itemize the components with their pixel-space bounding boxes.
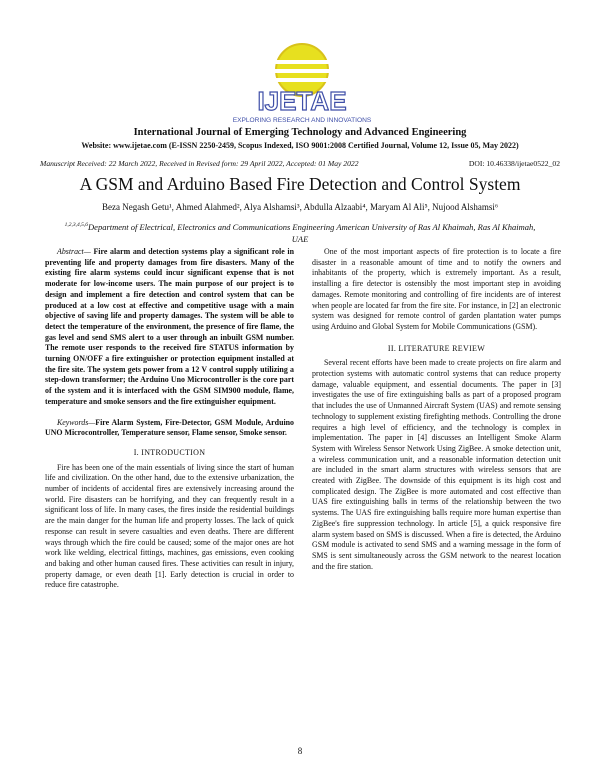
- journal-logo: [227, 40, 377, 126]
- intro-heading: I. INTRODUCTION: [133, 447, 206, 457]
- abstract: [45, 247, 294, 408]
- keywords: [45, 418, 294, 439]
- abstract-label: Abstract—: [57, 247, 91, 256]
- affiliation-marks: 1,2,3,4,5,6: [64, 222, 89, 228]
- received-dates: Manuscript Received: 22 March 2022, Received in Revised form: 29 April 2022, Accepted: 01 May 2022: [40, 159, 359, 168]
- left-column: [45, 247, 294, 591]
- literature-paragraph-1: Several recent efforts have been made to create projects on fire alarm and protection systems with automatic control systems that can reduce property damage, valuable equipment, and essential documents. The paper in [3] investigates the use of fire extinguishing balls as part of a proposed program that includes the use of Unmanned Aircraft System (UAS) and remote sensing technology to supplement existing firefighting methods. Controlling the drone requires a high level of efficiency, and the technology is complex in implementation. The paper in [4] discusses an Intelligent Smoke Alarm System with Wireless Sensor Network Using ZigBee. A smoke detection unit, a wireless communication unit, and a reasonable information detection unit are included in the smart alarm structures with wireless sensors that are created with ZigBee. The downside of this equipment is its high cost and complicated design. The ZigBee is more automated and cost effective than UAS fire extinguishing balls in terms of the relationship between the two systems. The UAS fire extinguishing balls require more human expertise than ZigBee's fire suppression technology. In article [5], a quick responsive fire alarm system based on SMS is discussed. When a fire is detected, the Arduino GSM module is activated to send SMS and a warning message in the form of SMS is sent simultaneously across the GSM network to the nearest location and the fire station.: [312, 358, 561, 571]
- logo-tagline: EXPLORING RESEARCH AND INNOVATIONS: [232, 117, 372, 124]
- journal-name: International Journal of Emerging Technology and Advanced Engineering: [133, 127, 467, 138]
- affiliation: [60, 219, 540, 245]
- page-number: 8: [297, 746, 303, 756]
- right-column: [312, 247, 561, 572]
- intro-paragraph-2: One of the most important aspects of fire protection is to locate a fire disaster in a reasonable amount of time and to notify the owners and inhabitants of the property, which is extremely important. As a result, installing a fire detector is ostensibly the most important step in avoiding damages. Remote monitoring and controlling of fire incidents are of interest when people are located far from the fire site. For instance, in [2] an electronic system was designed for remote control of garden plantation water pumps using Arduino and Global System for Mobile Communications (GSM).: [312, 247, 561, 331]
- intro-paragraph-1: Fire has been one of the main essentials of living since the start of human life and civilization. On the other hand, due to the extensive urbanization, the number of incidents of accidental fires are extensively increasing around the world. Fire disasters can be horrifying, and they can frequently result in a significant loss of life. In many cases, the fires inside the residential buildings are the main danger for the human life and property losses. The lack of quick response can result in severe casualties and even deaths. There are different ways through which the fire could be caused; some of the major ones are hot work like welding, electrical fittings, machines, gas emissions, even cooking and baking and other human caused fires. These activities can result in injury, property damage, or even death [1]. Early detection is crucial in order to reduce fire catastrophe.: [45, 462, 294, 590]
- abstract-text: Fire alarm and detection systems play a significant role in preventing life and property damages from fire disasters. Many of the existing fire alarm systems could incur significant expense that is not moderate for low-income users. The main purpose of our project is to design and implement a fire detection and control system that can be produced at a low cost at effective and competitive usage with a main objective of saving life and property damages. The system will be able to detect the temperature of the environment, the presence of fire flame, the gas level and send SMS alert to a user through an inbuilt GSM number. The remote user responds to the received fire STATUS information by turning ON/OFF a fire extinguisher or protection equipment installed at the fire site. The system gets power from a 12 V control supply utilizing a step-down transformer; the Arduino Uno Microcontroller is the core part of the system and it is interfaced with the GSM SIM900 module, flame, temperature and smoke sensors and the fire extinguisher equipment.: [45, 247, 294, 406]
- journal-website-line: Website: www.ijetae.com (E-ISSN 2250-2459, Scopus Indexed, ISO 9001:2008 Certified Journal, Volume 12, Issue 05, May 2022): [81, 141, 519, 150]
- keywords-label: Keywords—: [57, 417, 96, 427]
- manuscript-meta: [40, 159, 560, 168]
- logo-text: IJETAE: [257, 86, 347, 116]
- keywords-text: Fire Alarm System, Fire-Detector, GSM Module, Arduino UNO Microcontroller, Temperature sensor, Flame sensor, Smoke sensor.: [45, 417, 294, 438]
- paper-title: A GSM and Arduino Based Fire Detection and Control System: [79, 174, 521, 194]
- doi: DOI: 10.46338/ijetae0522_02: [468, 159, 560, 168]
- affiliation-text: Department of Electrical, Electronics and Communications Engineering American University of Ras Al Khaimah, Ras Al Khaimah, UAE: [88, 221, 536, 244]
- authors: Beza Negash Getu¹, Ahmed Alahmed², Alya Alshamsi³, Abdulla Alzaabi⁴, Maryam Al Ali⁵, Nujood Alshamsi⁶: [102, 202, 498, 212]
- literature-heading: II. LITERATURE REVIEW: [387, 343, 486, 353]
